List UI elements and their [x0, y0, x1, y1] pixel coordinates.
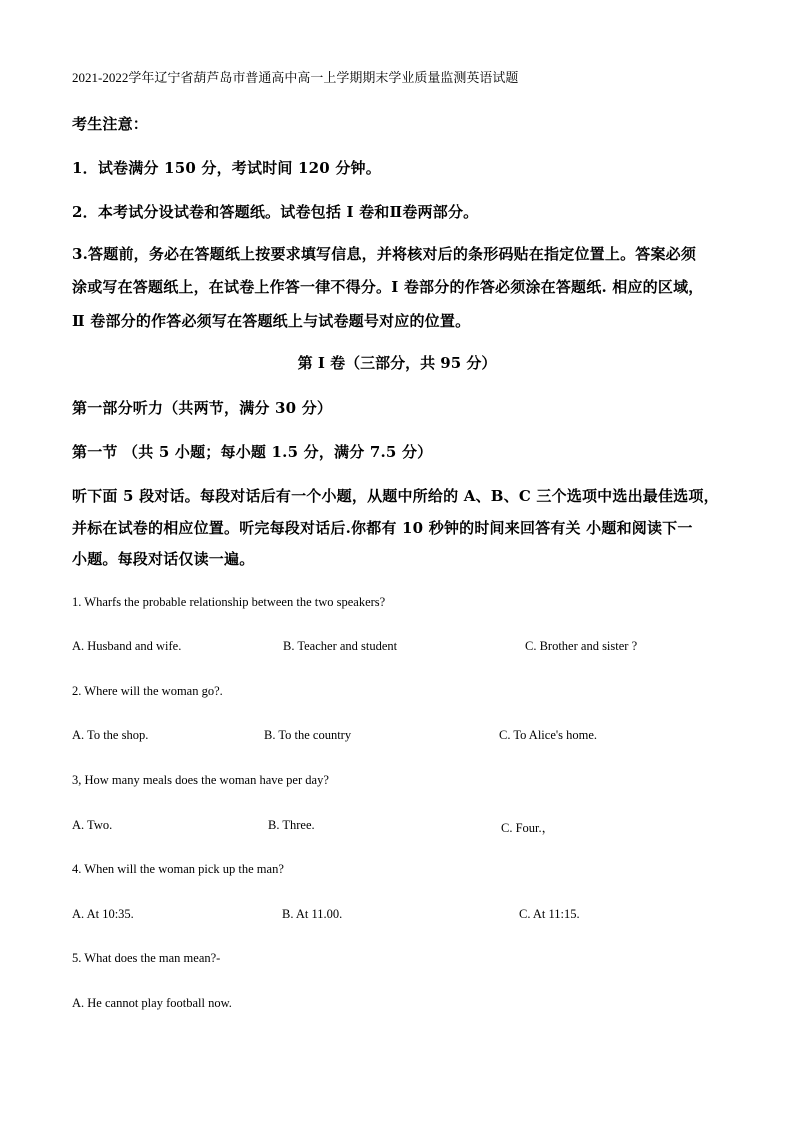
document-title: 2021-2022学年辽宁省葫芦岛市普通高中高一上学期期末学业质量监测英语试题: [72, 70, 519, 85]
notice-item-2: 2．本考试分设试卷和答题纸。试卷包括 I 卷和Ⅱ卷两部分。: [72, 203, 479, 221]
question-2: 2. Where will the woman go?.: [72, 684, 223, 698]
notice-item-3-line-1: 3.答题前，务必在答题纸上按要求填写信息，并将核对后的条形码贴在指定位置上。答案必须: [72, 245, 697, 263]
question-4: 4. When will the woman pick up the man?: [72, 862, 284, 876]
question-1: 1. Wharfs the probable relationship between the two speakers?: [72, 595, 386, 609]
q2-option-b: B. To the country: [264, 728, 352, 742]
q1-option-a: A. Husband and wife.: [72, 639, 182, 653]
part-1-title: 第一部分听力（共两节，满分 30 分）: [72, 399, 333, 417]
question-3: 3, How many meals does the woman have per day?: [72, 773, 329, 787]
instructions-line-1: 听下面 5 段对话。每段对话后有一个小题，从题中所给的 A、B、C 三个选项中选出最佳选项，: [72, 487, 719, 505]
q3-option-a: A. Two.: [72, 818, 113, 832]
q4-option-c: C. At 11:15.: [519, 907, 580, 921]
instructions-line-3: 小题。每段对话仅读一遍。: [72, 550, 255, 568]
volume-title: 第 I 卷（三部分，共 95 分）: [297, 354, 497, 372]
instructions-line-2: 并标在试卷的相应位置。听完每段对话后.你都有 10 秒钟的时间来回答有关 小题和阅读下一: [72, 519, 693, 537]
q4-option-a: A. At 10:35.: [72, 907, 134, 921]
notice-item-1: 1．试卷满分 150 分，考试时间 120 分钟。: [72, 159, 381, 177]
notice-item-3-line-2: 涂或写在答题纸上，在试卷上作答一律不得分。I 卷部分的作答必须涂在答题纸. 相应的区域，: [72, 278, 704, 296]
q3-option-b: B. Three.: [268, 818, 315, 832]
q1-option-b: B. Teacher and student: [283, 639, 398, 653]
notice-heading: 考生注意：: [72, 115, 149, 133]
q4-option-b: B. At 11.00.: [282, 907, 343, 921]
section-1-title: 第一节 （共 5 小题；每小题 1.5 分，满分 7.5 分）: [72, 443, 433, 461]
q2-option-c: C. To Alice's home.: [499, 728, 598, 742]
q5-option-a: A. He cannot play football now.: [72, 996, 232, 1010]
q2-option-a: A. To the shop.: [72, 728, 149, 742]
q3-option-c: C. Four.，: [501, 821, 555, 835]
q1-option-c: C. Brother and sister ?: [525, 639, 638, 653]
question-5: 5. What does the man mean?-: [72, 951, 221, 965]
notice-item-3-line-3: Ⅱ 卷部分的作答必须写在答题纸上与试卷题号对应的位置。: [72, 312, 471, 330]
